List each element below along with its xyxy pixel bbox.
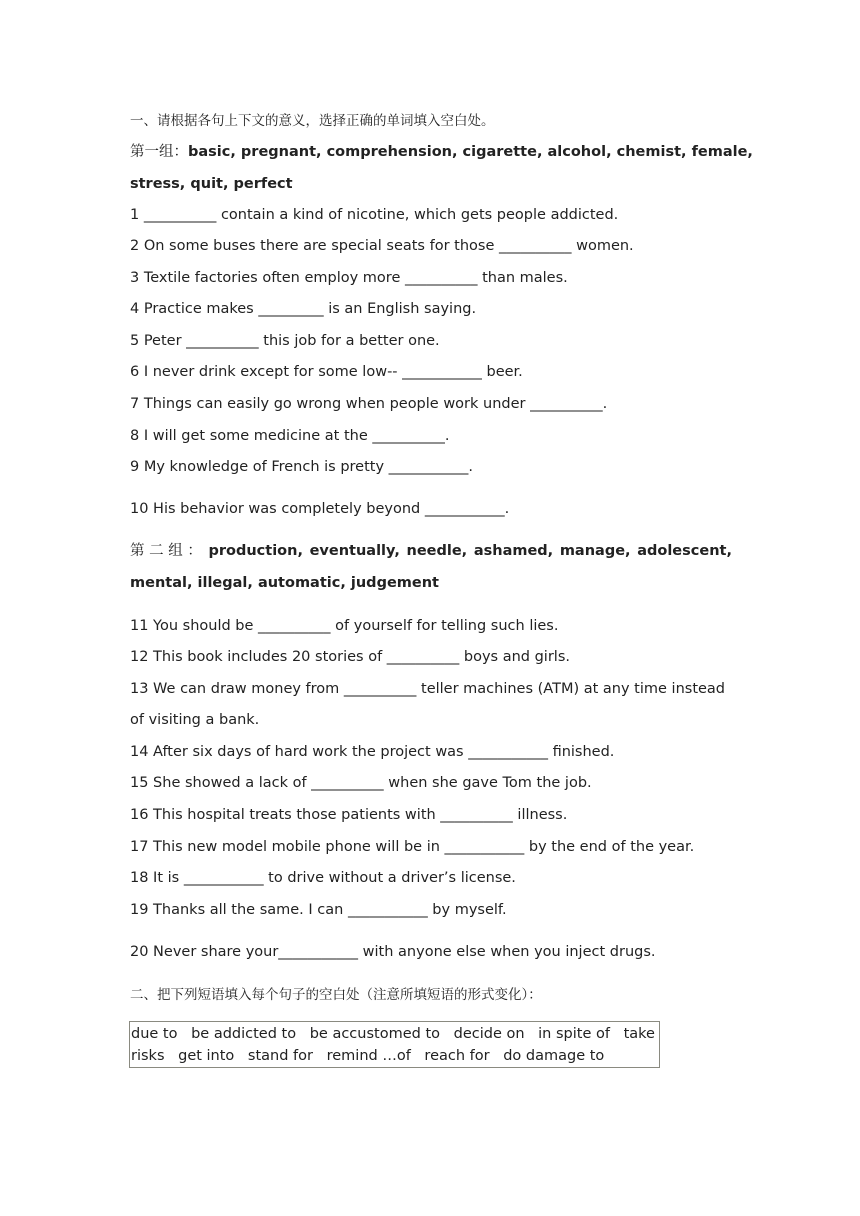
phrase-item: decide on (453, 1026, 525, 1042)
phrase-item: be addicted to (191, 1026, 297, 1042)
sentence-17: 17 This new model mobile phone will be in ___________ by the end of the year. (130, 839, 695, 855)
group2-word: production, (208, 543, 303, 559)
phrase-item: risks (131, 1048, 165, 1064)
sentence-7: 7 Things can easily go wrong when people work under __________. (130, 396, 608, 412)
sentence-12: 12 This book includes 20 stories of __________ boys and girls. (130, 649, 570, 665)
sentence-16: 16 This hospital treats those patients with __________ illness. (130, 807, 568, 823)
part2-heading: 二、把下列短语填入每个句子的空白处（注意所填短语的形式变化）： (130, 987, 542, 1003)
phrase-item: be accustomed to (309, 1026, 440, 1042)
sentence-2: 2 On some buses there are special seats for those __________ women. (130, 238, 634, 254)
sentence-10: 10 His behavior was completely beyond ___________. (130, 501, 510, 517)
part1-heading: 一、请根据各句上下文的意义，选择正确的单词填入空白处。 (130, 113, 495, 129)
sentence-3: 3 Textile factories often employ more __________ than males. (130, 270, 568, 286)
sentence-19: 19 Thanks all the same. I can ___________ by myself. (130, 902, 507, 918)
group2-word: manage, (559, 543, 631, 559)
group2-word: adolescent, (637, 543, 732, 559)
sentence-4: 4 Practice makes _________ is an English saying. (130, 301, 477, 317)
phrase-item: in spite of (538, 1026, 610, 1042)
phrase-item: stand for (247, 1048, 313, 1064)
phrase-item: take (623, 1026, 655, 1042)
group1-title (130, 142, 753, 162)
sentence-6: 6 I never drink except for some low-- ___________ beer. (130, 364, 523, 380)
group2-title (130, 541, 732, 561)
group1-label: 第一组： (130, 144, 188, 160)
phrase-bank-box (129, 1021, 660, 1068)
phrase-row-1 (131, 1023, 659, 1045)
group1-words-line1: basic, pregnant, comprehension, cigarette, alcohol, chemist, female, (188, 144, 753, 160)
phrase-row-2 (131, 1045, 659, 1067)
phrase-item: due to (131, 1026, 178, 1042)
sentence-11: 11 You should be __________ of yourself for telling such lies. (130, 618, 559, 634)
sentence-15: 15 She showed a lack of __________ when she gave Tom the job. (130, 775, 592, 791)
group2-word: needle, (406, 543, 468, 559)
sentence-13: 13 We can draw money from __________ teller machines (ATM) at any time instead (130, 681, 726, 697)
group2-label: 第 二 组 ： (130, 543, 202, 559)
sentence-13-continued: of visiting a bank. (130, 712, 260, 728)
sentence-1: 1 __________ contain a kind of nicotine, which gets people addicted. (130, 207, 619, 223)
sentence-18: 18 It is ___________ to drive without a driver’s license. (130, 870, 516, 886)
sentence-20: 20 Never share your___________ with anyone else when you inject drugs. (130, 944, 656, 960)
phrase-item: reach for (424, 1048, 490, 1064)
phrase-item: get into (178, 1048, 235, 1064)
group1-words-line2: stress, quit, perfect (130, 176, 293, 192)
group2-word: ashamed, (473, 543, 554, 559)
group2-words-line2: mental, illegal, automatic, judgement (130, 575, 439, 591)
group2-word: eventually, (309, 543, 400, 559)
sentence-5: 5 Peter __________ this job for a better one. (130, 333, 440, 349)
sentence-9: 9 My knowledge of French is pretty ___________. (130, 459, 474, 475)
phrase-item: do damage to (503, 1048, 605, 1064)
sentence-8: 8 I will get some medicine at the __________. (130, 428, 450, 444)
phrase-item: remind …of (326, 1048, 411, 1064)
sentence-14: 14 After six days of hard work the project was ___________ finished. (130, 744, 615, 760)
